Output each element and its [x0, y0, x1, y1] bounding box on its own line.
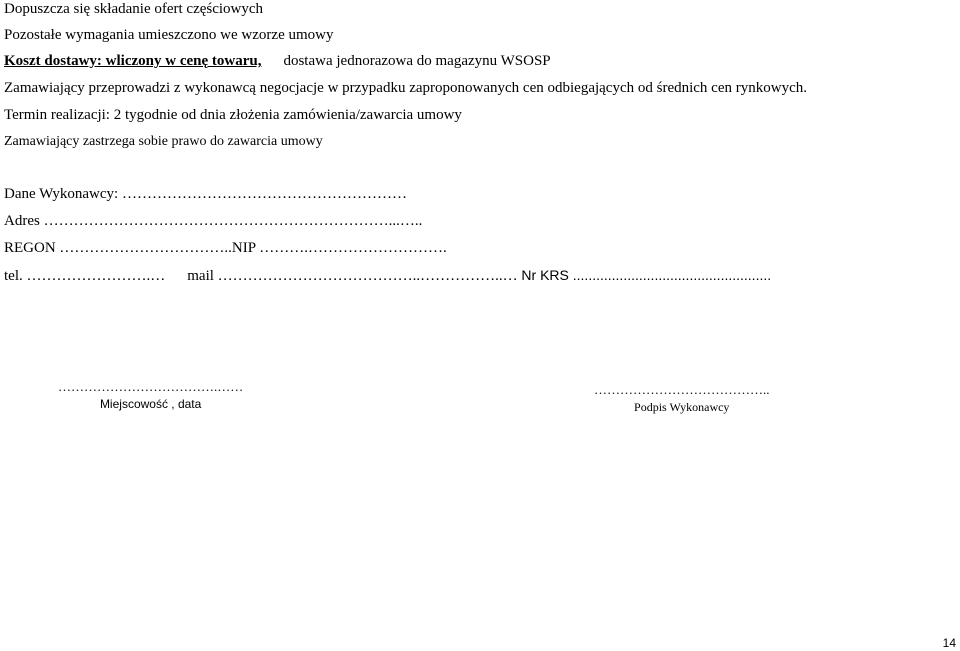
contractor-address-row: Adres ……………………………………………………………...…..	[4, 213, 423, 229]
contractor-contact-row	[4, 266, 771, 285]
signature-caption: Podpis Wykonawcy	[634, 400, 730, 414]
other-requirements-line: Pozostałe wymagania umieszczono we wzorze umowy	[4, 27, 334, 43]
page-number: 14	[942, 636, 956, 650]
tel-label: tel.	[4, 268, 27, 284]
partial-offers-line: Dopuszcza się składanie ofert częściowych	[4, 1, 264, 17]
reservation-line: Zamawiający zastrzega sobie prawo do zawarcia umowy	[4, 134, 323, 149]
delivery-cost-value: dostawa jednorazowa do magazynu WSOSP	[283, 53, 551, 69]
deadline-line: Termin realizacji: 2 tygodnie od dnia złożenia zamówienia/zawarcia umowy	[4, 107, 462, 123]
mail-dots: …………………………………..……………..…	[217, 268, 518, 284]
place-date-block	[58, 379, 243, 412]
negotiations-line: Zamawiający przeprowadzi z wykonawcą negocjacje w przypadku zaproponowanych cen odbiegających od średnich cen rynkowych.	[4, 80, 807, 96]
place-date-caption: Miejscowość , data	[99, 397, 202, 411]
place-date-dots: ……………………………….……	[58, 379, 244, 394]
delivery-cost-line	[4, 52, 551, 70]
mail-label: mail	[187, 268, 214, 284]
contractor-regon-nip-row: REGON ……………………………..NIP ……….……………………….	[4, 240, 447, 256]
tel-dots: …………………….…	[26, 268, 166, 284]
krs-field: Nr KRS ...................................................	[521, 267, 772, 283]
contractor-name-row: Dane Wykonawcy: …………………………………………………	[4, 186, 407, 202]
signature-block	[594, 382, 770, 415]
signature-dots: …………………………………..	[594, 382, 770, 397]
delivery-cost-label: Koszt dostawy: wliczony w cenę towaru,	[4, 53, 262, 69]
